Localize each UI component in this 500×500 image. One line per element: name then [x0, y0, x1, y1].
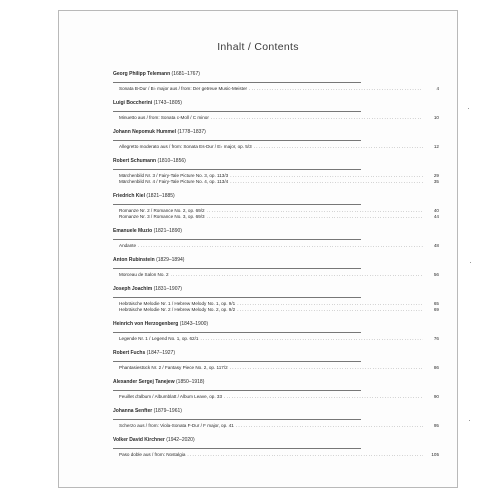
- toc-section: [113, 71, 439, 92]
- entry-title: Romanze Nr. 3 / Romance No. 3, op. 69/3: [119, 214, 205, 219]
- entry-title: Hebräische Melodie Nr. 1 / Hebrew Melody No. 1, op. 9/1: [119, 301, 236, 306]
- section-divider: [113, 448, 361, 449]
- page-number: 65: [433, 301, 439, 306]
- dot-leader: [224, 394, 423, 400]
- dot-leader: [187, 452, 423, 458]
- composer-name: Emanuele Muzio: [113, 228, 153, 234]
- section-divider: [113, 239, 361, 240]
- composer-name: Alexander Sergej Tanejew: [113, 379, 175, 385]
- toc-section: [113, 257, 439, 278]
- page-number: 35: [433, 179, 439, 184]
- composer-name: Johanna Senfter: [113, 408, 153, 414]
- entry-list: [113, 243, 439, 249]
- toc-section: [113, 158, 439, 185]
- page-number: 4: [436, 86, 439, 91]
- composer-dates: (1850–1918): [176, 379, 205, 385]
- entry-list: [113, 144, 439, 150]
- entry-title: Paso doble aus / from: Nostalgia: [119, 452, 186, 457]
- toc-entry[interactable]: [119, 144, 439, 150]
- entry-title: Legende Nr. 1 / Legend No. 1, op. 62/1: [119, 336, 199, 341]
- entry-list: [113, 115, 439, 121]
- entry-title: Märchenbild Nr. 3 / Fairy-Tale Picture No. 3, op. 113/3: [119, 173, 229, 178]
- entry-list: [113, 336, 439, 342]
- section-divider: [113, 419, 361, 420]
- composer-name: Joseph Joachim: [113, 286, 153, 292]
- composer-heading: [113, 321, 439, 328]
- composer-dates: (1843–1900): [179, 321, 209, 327]
- toc-section: [113, 228, 439, 249]
- dot-leader: [207, 214, 423, 220]
- dot-leader: [138, 243, 423, 249]
- toc-entry[interactable]: [119, 452, 439, 458]
- composer-heading: [113, 129, 439, 136]
- table-of-contents: [113, 71, 439, 466]
- entry-title: Romanze Nr. 2 / Romance No. 2, op. 69/2: [119, 208, 205, 213]
- toc-entry[interactable]: [119, 243, 439, 249]
- section-divider: [113, 390, 361, 391]
- entry-title: Allegretto moderato aus / from: Sonata Es-Dur / E♭ major, op. 5/3: [119, 144, 252, 149]
- toc-section: [113, 437, 439, 458]
- composer-dates: (1778–1837): [177, 129, 206, 135]
- composer-dates: (1831–1907): [153, 286, 182, 292]
- toc-entry[interactable]: [119, 423, 439, 429]
- page-number: 90: [433, 394, 439, 399]
- entry-list: [113, 365, 439, 371]
- composer-heading: [113, 408, 439, 415]
- toc-section: [113, 286, 439, 313]
- toc-entry[interactable]: [119, 365, 439, 371]
- page-number: 29: [433, 173, 439, 178]
- page-title: Inhalt / Contents: [217, 41, 299, 53]
- toc-entry[interactable]: [119, 272, 439, 278]
- toc-entry[interactable]: [119, 179, 439, 185]
- entry-title: Scherzo aus / from: Viola-Sonata F-Dur / F major, op. 41: [119, 423, 234, 428]
- dot-leader: [249, 86, 423, 92]
- composer-dates: (1821–1885): [146, 193, 175, 199]
- section-divider: [113, 82, 361, 83]
- toc-section: [113, 379, 439, 400]
- composer-heading: [113, 228, 439, 235]
- toc-entry[interactable]: [119, 394, 439, 400]
- entry-title: Minuetto aus / from: Sonata c-Moll / C minor: [119, 115, 209, 120]
- composer-name: Luigi Boccherini: [113, 100, 153, 106]
- composer-dates: (1743–1805): [153, 100, 182, 106]
- entry-list: [113, 272, 439, 278]
- page-number: 12: [433, 144, 439, 149]
- composer-dates: (1821–1890): [153, 228, 182, 234]
- section-divider: [113, 169, 361, 170]
- composer-name: Robert Schumann: [113, 158, 157, 164]
- entry-title: Phantasiestück Nr. 2 / Fantasy Piece No. 2, op. 117/2: [119, 365, 228, 370]
- composer-name: Volker David Kirchner: [113, 437, 165, 443]
- toc-entry[interactable]: [119, 307, 439, 313]
- composer-heading: [113, 350, 439, 357]
- toc-entry[interactable]: [119, 336, 439, 342]
- section-divider: [113, 361, 361, 362]
- scan-speck: [468, 108, 469, 109]
- page-number: 56: [433, 272, 439, 277]
- section-divider: [113, 268, 361, 269]
- toc-section: [113, 350, 439, 371]
- entry-title: Morceau de Salon No. 2: [119, 272, 169, 277]
- toc-section: [113, 321, 439, 342]
- entry-list: [113, 208, 439, 220]
- page-number: 40: [433, 208, 439, 213]
- dot-leader: [236, 423, 423, 429]
- page-number: 69: [433, 307, 439, 312]
- composer-heading: [113, 257, 439, 264]
- toc-section: [113, 129, 439, 150]
- page-number: 86: [433, 365, 439, 370]
- composer-heading: [113, 100, 439, 107]
- composer-dates: (1829–1894): [156, 257, 185, 263]
- entry-title: Märchenbild Nr. 4 / Fairy-Tale Picture No. 4, op. 113/4: [119, 179, 229, 184]
- composer-name: Heinrich von Herzogenberg: [113, 321, 179, 327]
- entry-list: [113, 86, 439, 92]
- entry-title: Hebräische Melodie Nr. 2 / Hebrew Melody No. 2, op. 9/2: [119, 307, 236, 312]
- composer-name: Friedrich Kiel: [113, 193, 145, 199]
- entry-list: [113, 394, 439, 400]
- composer-heading: [113, 379, 439, 386]
- composer-heading: [113, 71, 439, 78]
- composer-heading: [113, 158, 439, 165]
- toc-section: [113, 100, 439, 121]
- entry-list: [113, 173, 439, 185]
- composer-dates: (1879–1961): [153, 408, 182, 414]
- page-number: 48: [433, 243, 439, 248]
- composer-name: Robert Fuchs: [113, 350, 146, 356]
- document-page: [58, 10, 458, 488]
- scan-speck: [470, 262, 471, 263]
- section-divider: [113, 111, 361, 112]
- dot-leader: [230, 179, 423, 185]
- composer-dates: (1681–1767): [171, 71, 200, 77]
- entry-title: Sonata B-Dur / B♭ major aus / from: Der getreue Music-Meister: [119, 86, 248, 91]
- page-number: 44: [433, 214, 439, 219]
- composer-name: Anton Rubinstein: [113, 257, 155, 263]
- toc-section: [113, 193, 439, 220]
- toc-entry[interactable]: [119, 86, 439, 92]
- section-divider: [113, 140, 361, 141]
- page-number: 105: [431, 452, 439, 457]
- section-divider: [113, 332, 361, 333]
- composer-heading: [113, 286, 439, 293]
- scan-speck: [469, 420, 470, 421]
- composer-dates: (1942–2020): [166, 437, 195, 443]
- entry-title: Andante: [119, 243, 137, 248]
- composer-heading: [113, 193, 439, 200]
- composer-name: Johann Nepomuk Hummel: [113, 129, 177, 135]
- section-divider: [113, 297, 361, 298]
- toc-entry[interactable]: [119, 214, 439, 220]
- toc-section: [113, 408, 439, 429]
- dot-leader: [237, 307, 423, 313]
- dot-leader: [254, 144, 423, 150]
- section-divider: [113, 204, 361, 205]
- entry-list: [113, 423, 439, 429]
- dot-leader: [200, 336, 423, 342]
- entry-list: [113, 452, 439, 458]
- entry-list: [113, 301, 439, 313]
- page-number: 10: [433, 115, 439, 120]
- page-number: 95: [433, 423, 439, 428]
- dot-leader: [211, 115, 423, 121]
- composer-heading: [113, 437, 439, 444]
- toc-entry[interactable]: [119, 115, 439, 121]
- composer-dates: (1847–1927): [146, 350, 175, 356]
- composer-name: Georg Philipp Telemann: [113, 71, 171, 77]
- dot-leader: [171, 272, 423, 278]
- composer-dates: (1810–1856): [157, 158, 186, 164]
- dot-leader: [230, 365, 423, 371]
- page-number: 76: [433, 336, 439, 341]
- entry-title: Feuillet d'album / Albumblatt / Album Leave, op. 33: [119, 394, 223, 399]
